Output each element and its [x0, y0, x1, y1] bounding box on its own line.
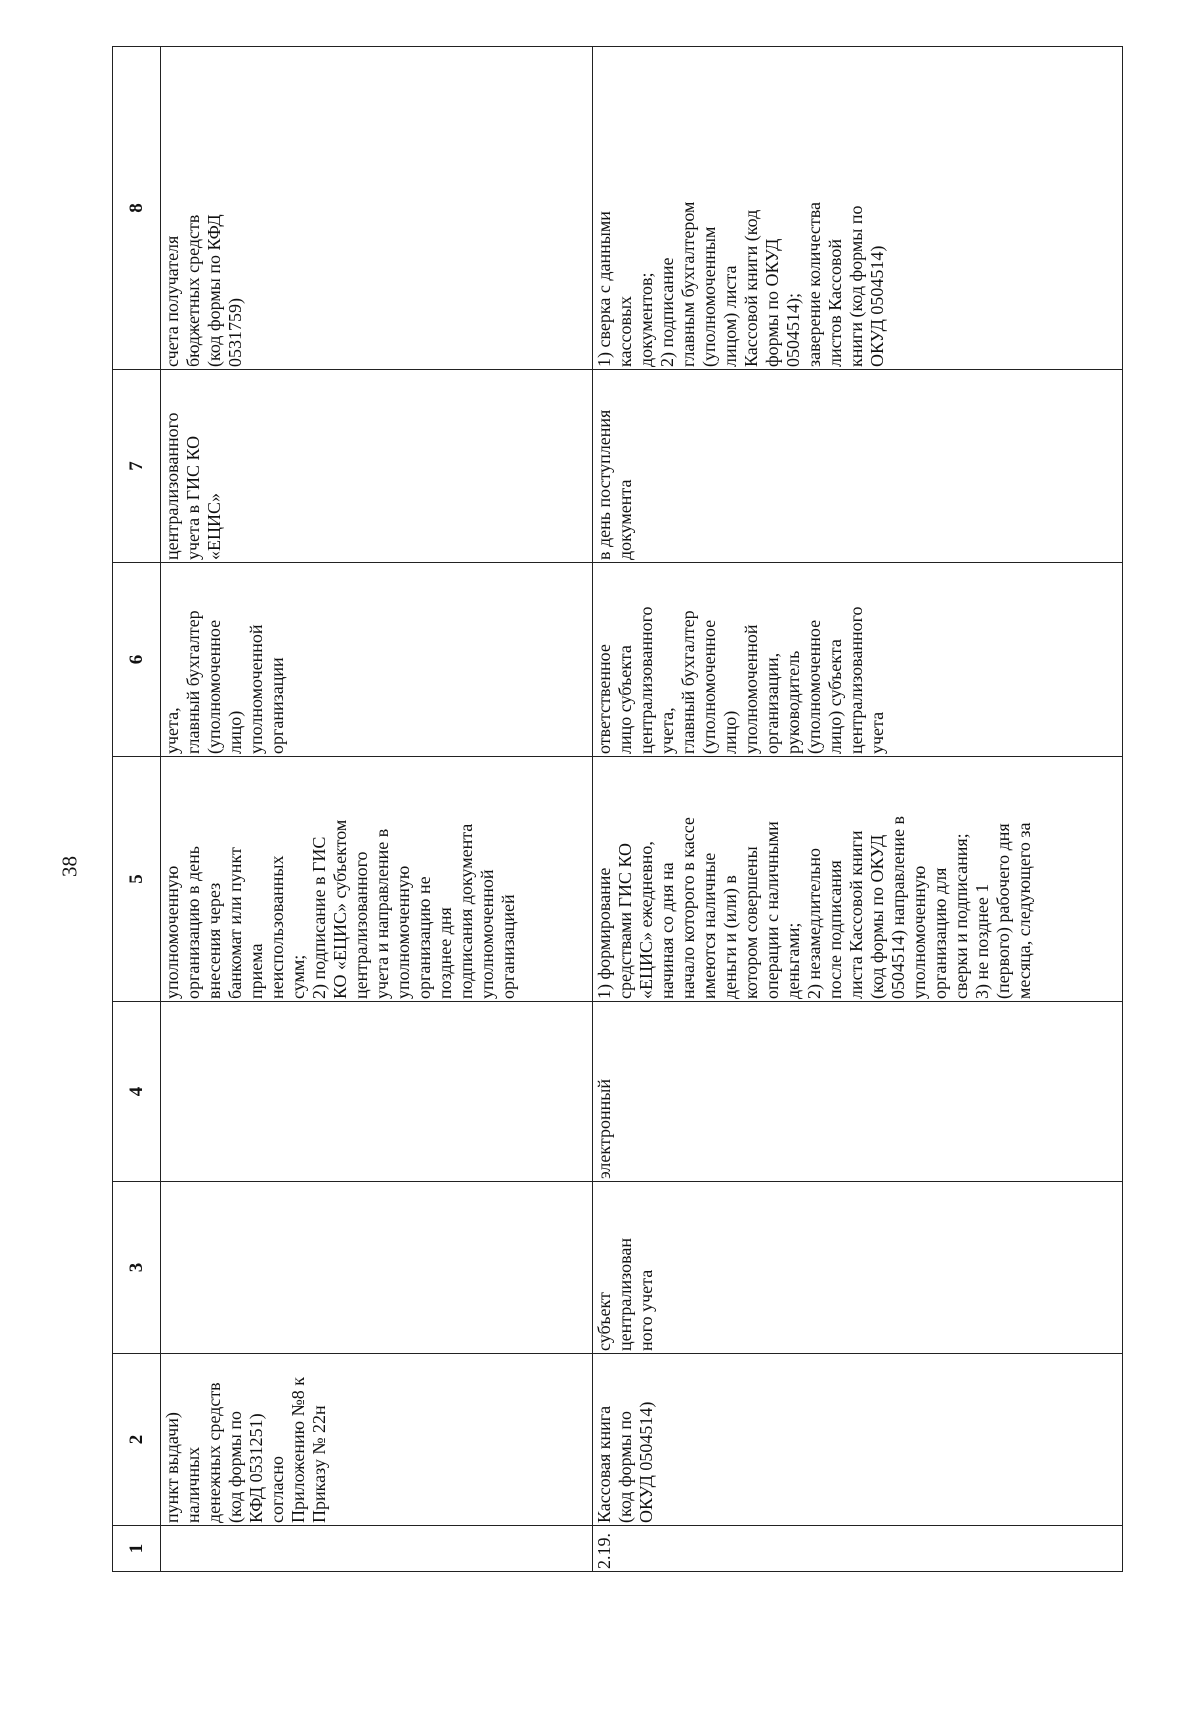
cell-text-line: ОКУД 0504514): [636, 1401, 656, 1523]
table-cell: [593, 1526, 1123, 1572]
cell-text-line: сверки и подписания;: [951, 833, 971, 999]
cell-text-line: централизован: [615, 1238, 635, 1351]
column-header: 2: [113, 1354, 161, 1526]
column-header: 6: [113, 563, 161, 757]
cell-text-line: лицо): [225, 710, 245, 754]
table-cell: [161, 370, 593, 563]
cell-text-line: 2) подписание: [657, 257, 677, 367]
cell-text-line: ОКУД 0504514): [867, 245, 887, 367]
table-cell: [161, 1182, 593, 1354]
cell-text-line: централизованного: [351, 851, 371, 999]
table-header-row: [113, 47, 161, 1572]
cell-text-line: электронный: [594, 1079, 614, 1179]
cell-text-line: банкомат или пункт: [225, 847, 245, 999]
cell-text-line: учета и направление в: [372, 828, 392, 999]
cell-text-line: главный бухгалтер: [183, 610, 203, 754]
cell-text-line: лицо): [720, 710, 740, 754]
cell-text-line: в день поступления: [594, 409, 614, 560]
cell-text-line: учета: [867, 711, 887, 754]
cell-text-line: книги (код формы по: [846, 205, 866, 367]
cell-text-line: КО «ЕЦИС» субъектом: [330, 819, 350, 999]
column-header: 4: [113, 1002, 161, 1182]
cell-text-line: средствами ГИС КО: [615, 843, 635, 999]
cell-text-line: субъект: [594, 1292, 614, 1351]
cell-text-line: бюджетных средств: [183, 214, 203, 367]
cell-text-line: учета,: [162, 707, 182, 754]
cell-text-line: (уполномоченное: [204, 619, 224, 754]
table-cell: [161, 1002, 593, 1182]
document-table: [112, 46, 1123, 1572]
cell-text-line: лицом) листа: [720, 265, 740, 367]
cell-text-line: заверение количества: [804, 201, 824, 367]
cell-text-line: пункт выдачи): [162, 1412, 182, 1523]
table-cell: [593, 757, 1123, 1002]
column-header: 5: [113, 757, 161, 1002]
cell-text-line: 0504514) направление в: [888, 816, 908, 999]
cell-text-line: учета в ГИС КО: [183, 435, 203, 560]
cell-text-line: (код формы по КФД: [204, 214, 224, 367]
rotated-table-wrapper: [112, 47, 1122, 1572]
cell-text-line: 1) формирование: [594, 867, 614, 999]
cell-text-line: начало которого в кассе: [678, 817, 698, 999]
cell-text-line: организацию в день: [183, 846, 203, 999]
cell-text-line: операции с наличными: [762, 821, 782, 999]
cell-text-line: Приложению №8 к: [288, 1377, 308, 1523]
cell-text-line: наличных: [183, 1446, 203, 1523]
cell-text-line: сумм;: [288, 954, 308, 999]
cell-text-line: 0531759): [225, 298, 245, 367]
cell-text-line: месяца, следующего за: [1014, 822, 1034, 999]
cell-text-line: организацию не: [414, 876, 434, 999]
table-cell: [161, 47, 593, 370]
cell-text-line: организации: [267, 657, 287, 754]
cell-text-line: руководитель: [783, 650, 803, 754]
cell-text-line: 0504514);: [783, 293, 803, 367]
cell-text-line: главный бухгалтер: [678, 610, 698, 754]
column-header: 1: [113, 1526, 161, 1572]
page-number: 38: [57, 856, 82, 877]
cell-text-line: Приказу № 22н: [309, 1405, 329, 1523]
cell-text-line: деньгами;: [783, 922, 803, 999]
cell-text-line: ответственное: [594, 644, 614, 754]
table-row: [161, 47, 593, 1572]
cell-text-line: формы по ОКУД: [762, 238, 782, 367]
cell-text-line: имеются наличные: [699, 852, 719, 999]
cell-text-line: (уполномоченное: [699, 619, 719, 754]
cell-text-line: счета получателя: [162, 235, 182, 367]
cell-text-line: «ЕЦИС»: [204, 493, 224, 560]
cell-text-line: лицо субъекта: [615, 645, 635, 754]
cell-text-line: позднее дня: [435, 907, 455, 999]
table-cell: [593, 47, 1123, 370]
cell-text-line: лицо) субъекта: [825, 639, 845, 754]
cell-text-line: 3) не позднее 1: [972, 883, 992, 999]
cell-text-line: (код формы по ОКУД: [867, 834, 887, 999]
cell-text-line: централизованного: [162, 412, 182, 560]
cell-text-line: уполномоченную: [393, 865, 413, 999]
cell-text-line: подписания документа: [456, 823, 476, 999]
cell-text-line: кассовых: [615, 295, 635, 367]
cell-text-line: (уполномоченное: [804, 619, 824, 754]
cell-text-line: организации,: [762, 652, 782, 754]
cell-text-line: деньги и (или) в: [720, 875, 740, 999]
table-cell: [161, 757, 593, 1002]
table-cell: [593, 563, 1123, 757]
table-cell: [161, 563, 593, 757]
cell-text-line: (код формы по: [615, 1411, 635, 1523]
cell-text-line: уполномоченную: [162, 865, 182, 999]
table-cell: [593, 370, 1123, 563]
cell-text-line: Кассовая книга: [594, 1405, 614, 1523]
table-cell: [593, 1002, 1123, 1182]
cell-text-line: уполномоченной: [246, 624, 266, 754]
table-cell: [593, 1182, 1123, 1354]
cell-text-line: уполномоченной: [477, 869, 497, 999]
cell-text-line: ного учета: [636, 1269, 656, 1351]
cell-text-line: листов Кассовой: [825, 239, 845, 367]
table-row: [593, 47, 1123, 1572]
cell-text-line: (код формы по: [225, 1411, 245, 1523]
cell-text-line: КФД 0531251): [246, 1413, 266, 1523]
cell-text-line: денежных средств: [204, 1382, 224, 1523]
column-header: 3: [113, 1182, 161, 1354]
cell-text-line: после подписания: [825, 860, 845, 999]
cell-text-line: организацией: [498, 894, 518, 999]
cell-text-line: документов;: [636, 272, 656, 367]
cell-text-line: котором совершены: [741, 846, 761, 999]
cell-text-line: внесения через: [204, 882, 224, 999]
cell-text-line: листа Кассовой книги: [846, 830, 866, 999]
cell-text-line: 2) подписание в ГИС: [309, 836, 329, 999]
cell-text-line: (уполномоченным: [699, 226, 719, 367]
cell-text-line: Кассовой книги (код: [741, 209, 761, 367]
cell-text-line: 2) незамедлительно: [804, 847, 824, 999]
column-header: 8: [113, 47, 161, 370]
cell-text-line: начиная со дня на: [657, 862, 677, 999]
cell-text-line: уполномоченную: [909, 865, 929, 999]
cell-text-line: неиспользованных: [267, 855, 287, 999]
cell-text-line: 2.19.: [594, 1533, 614, 1569]
cell-text-line: главным бухгалтером: [678, 201, 698, 367]
cell-text-line: учета,: [657, 707, 677, 754]
cell-text-line: согласно: [267, 1455, 287, 1523]
cell-text-line: документа: [615, 479, 635, 560]
cell-text-line: 1) сверка с данными: [594, 211, 614, 367]
cell-text-line: централизованного: [846, 606, 866, 754]
table-cell: [161, 1526, 593, 1572]
column-header: 7: [113, 370, 161, 563]
cell-text-line: приема: [246, 943, 266, 999]
cell-text-line: (первого) рабочего дня: [993, 823, 1013, 999]
cell-text-line: централизованного: [636, 606, 656, 754]
table-cell: [161, 1354, 593, 1526]
cell-text-line: уполномоченной: [741, 624, 761, 754]
cell-text-line: «ЕЦИС» ежедневно,: [636, 841, 656, 999]
table-cell: [593, 1354, 1123, 1526]
cell-text-line: организацию для: [930, 867, 950, 999]
